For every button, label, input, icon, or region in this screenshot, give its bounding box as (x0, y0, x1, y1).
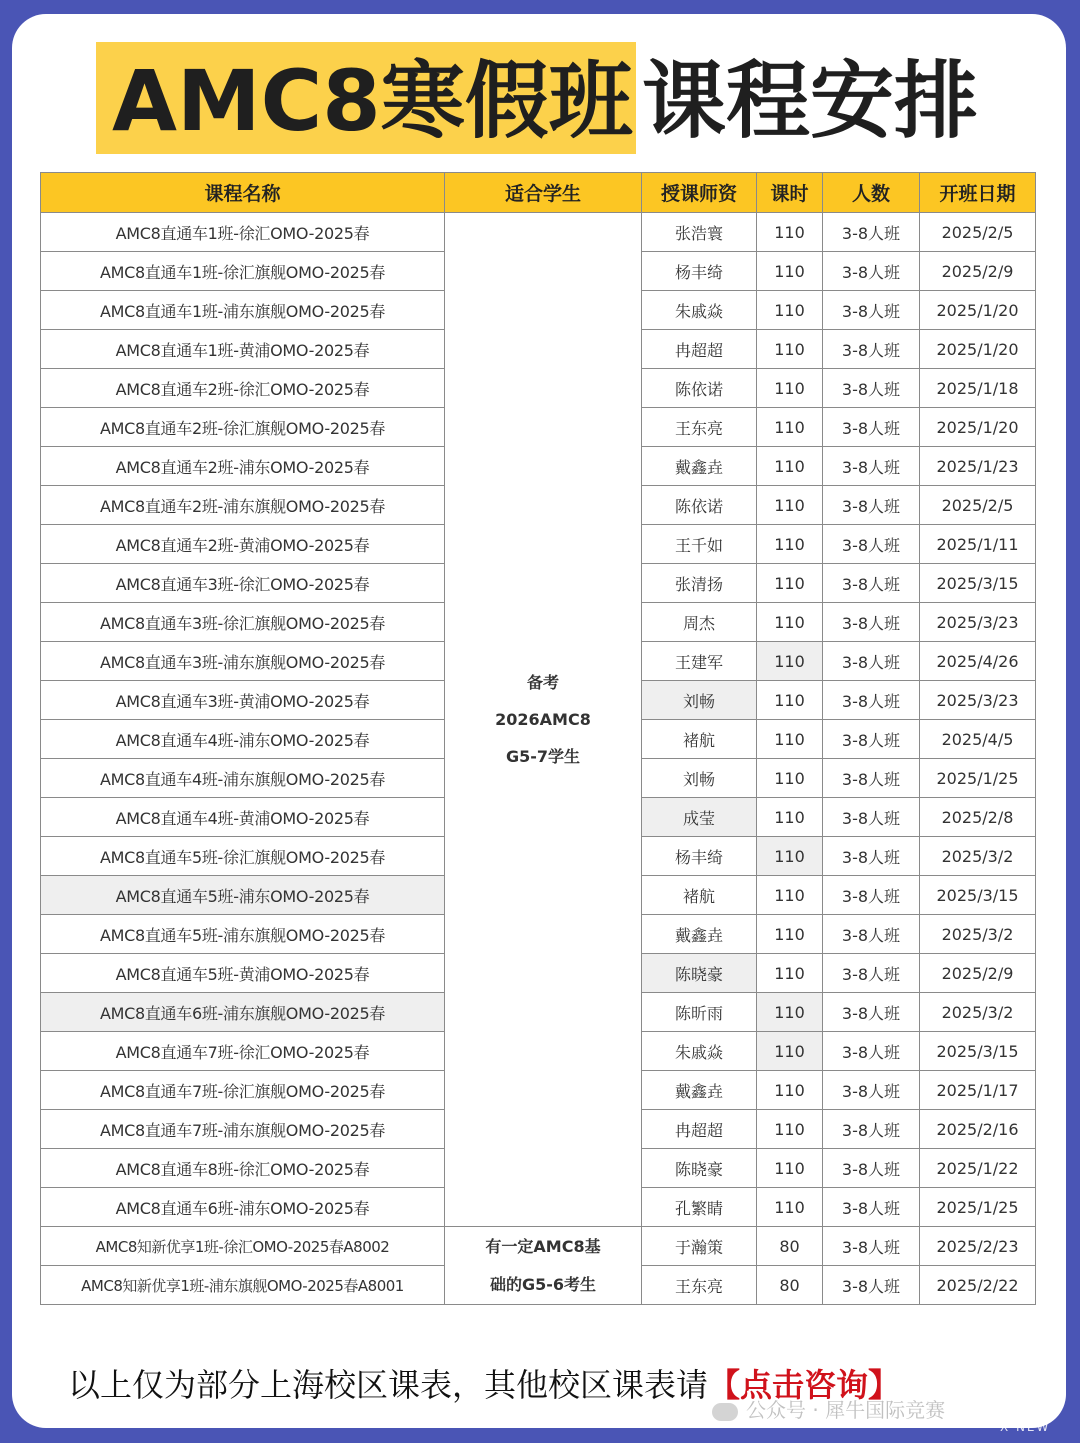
teacher-cell: 杨丰绮 (642, 252, 757, 291)
course-name-cell: AMC8直通车2班-黄浦OMO-2025春 (41, 525, 445, 564)
course-name-cell: AMC8直通车7班-浦东旗舰OMO-2025春 (41, 1110, 445, 1149)
hours-cell: 110 (757, 642, 823, 681)
class-size-cell: 3-8人班 (823, 954, 920, 993)
course-schedule-table (40, 172, 1036, 1305)
hours-cell: 110 (757, 603, 823, 642)
class-size-cell: 3-8人班 (823, 993, 920, 1032)
class-size-cell: 3-8人班 (823, 408, 920, 447)
hours-cell: 110 (757, 1188, 823, 1227)
teacher-cell: 王建军 (642, 642, 757, 681)
course-name-cell: AMC8直通车2班-浦东旗舰OMO-2025春 (41, 486, 445, 525)
class-size-cell: 3-8人班 (823, 720, 920, 759)
course-name-cell: AMC8直通车1班-黄浦OMO-2025春 (41, 330, 445, 369)
header-teacher: 授课师资 (642, 173, 757, 213)
hours-cell: 110 (757, 1032, 823, 1071)
teacher-cell: 刘畅 (642, 759, 757, 798)
class-size-cell: 3-8人班 (823, 915, 920, 954)
target-students-line: 2026AMC8 (495, 710, 591, 729)
table-row (41, 1227, 1036, 1266)
teacher-cell: 陈晓豪 (642, 954, 757, 993)
course-name-cell: AMC8知新优享1班-徐汇OMO-2025春A8002 (41, 1227, 445, 1266)
course-name-cell: AMC8直通车4班-浦东旗舰OMO-2025春 (41, 759, 445, 798)
hours-cell: 110 (757, 408, 823, 447)
teacher-cell: 刘畅 (642, 681, 757, 720)
teacher-cell: 成莹 (642, 798, 757, 837)
teacher-cell: 孔繁睛 (642, 1188, 757, 1227)
class-size-cell: 3-8人班 (823, 447, 920, 486)
start-date-cell: 2025/1/17 (920, 1071, 1036, 1110)
course-name-cell: AMC8直通车5班-浦东旗舰OMO-2025春 (41, 915, 445, 954)
start-date-cell: 2025/2/8 (920, 798, 1036, 837)
course-name-cell: AMC8直通车5班-黄浦OMO-2025春 (41, 954, 445, 993)
teacher-cell: 王千如 (642, 525, 757, 564)
class-size-cell: 3-8人班 (823, 486, 920, 525)
class-size-cell: 3-8人班 (823, 603, 920, 642)
class-size-cell: 3-8人班 (823, 1227, 920, 1266)
target-students-line: 备考 (526, 673, 559, 692)
start-date-cell: 2025/1/20 (920, 408, 1036, 447)
course-name-cell: AMC8直通车3班-黄浦OMO-2025春 (41, 681, 445, 720)
start-date-cell: 2025/3/15 (920, 1032, 1036, 1071)
start-date-cell: 2025/1/11 (920, 525, 1036, 564)
class-size-cell: 3-8人班 (823, 1071, 920, 1110)
hours-cell: 110 (757, 1149, 823, 1188)
hours-cell: 110 (757, 720, 823, 759)
class-size-cell: 3-8人班 (823, 681, 920, 720)
teacher-cell: 张浩寰 (642, 213, 757, 252)
teacher-cell: 王东亮 (642, 1266, 757, 1305)
course-name-cell: AMC8直通车2班-浦东OMO-2025春 (41, 447, 445, 486)
start-date-cell: 2025/4/26 (920, 642, 1036, 681)
course-name-cell: AMC8直通车7班-徐汇旗舰OMO-2025春 (41, 1071, 445, 1110)
teacher-cell: 戴鑫垚 (642, 1071, 757, 1110)
start-date-cell: 2025/1/25 (920, 1188, 1036, 1227)
teacher-cell: 冉超超 (642, 1110, 757, 1149)
start-date-cell: 2025/4/5 (920, 720, 1036, 759)
course-name-cell: AMC8直通车1班-徐汇旗舰OMO-2025春 (41, 252, 445, 291)
class-size-cell: 3-8人班 (823, 1266, 920, 1305)
watermark-corner: X-NEW (1000, 1420, 1051, 1434)
title-rest-text: 课程安排 (642, 52, 979, 150)
class-size-cell: 3-8人班 (823, 798, 920, 837)
class-size-cell: 3-8人班 (823, 1032, 920, 1071)
teacher-cell: 陈晓豪 (642, 1149, 757, 1188)
class-size-cell: 3-8人班 (823, 1188, 920, 1227)
start-date-cell: 2025/3/15 (920, 876, 1036, 915)
course-name-cell: AMC8直通车2班-徐汇旗舰OMO-2025春 (41, 408, 445, 447)
hours-cell: 110 (757, 213, 823, 252)
teacher-cell: 戴鑫垚 (642, 447, 757, 486)
hours-cell: 110 (757, 1071, 823, 1110)
wechat-icon (712, 1403, 738, 1421)
start-date-cell: 2025/2/22 (920, 1266, 1036, 1305)
hours-cell: 110 (757, 837, 823, 876)
hours-cell: 110 (757, 486, 823, 525)
target-students-line: G5-7学生 (505, 747, 581, 766)
teacher-cell: 戴鑫垚 (642, 915, 757, 954)
hours-cell: 110 (757, 330, 823, 369)
start-date-cell: 2025/1/18 (920, 369, 1036, 408)
start-date-cell: 2025/3/2 (920, 993, 1036, 1032)
hours-cell: 110 (757, 447, 823, 486)
class-size-cell: 3-8人班 (823, 642, 920, 681)
teacher-cell: 张清扬 (642, 564, 757, 603)
class-size-cell: 3-8人班 (823, 564, 920, 603)
teacher-cell: 朱戚焱 (642, 291, 757, 330)
hours-cell: 110 (757, 759, 823, 798)
teacher-cell: 陈昕雨 (642, 993, 757, 1032)
hours-cell: 110 (757, 954, 823, 993)
hours-cell: 110 (757, 681, 823, 720)
hours-cell: 110 (757, 1110, 823, 1149)
hours-cell: 110 (757, 915, 823, 954)
table-header-row (41, 173, 1036, 213)
course-name-cell: AMC8直通车2班-徐汇OMO-2025春 (41, 369, 445, 408)
teacher-cell: 杨丰绮 (642, 837, 757, 876)
start-date-cell: 2025/3/2 (920, 915, 1036, 954)
teacher-cell: 陈依诺 (642, 369, 757, 408)
target-students-line: 础的G5-6考生 (489, 1274, 597, 1294)
hours-cell: 110 (757, 291, 823, 330)
teacher-cell: 朱戚焱 (642, 1032, 757, 1071)
course-name-cell: AMC8直通车8班-徐汇OMO-2025春 (41, 1149, 445, 1188)
start-date-cell: 2025/2/5 (920, 213, 1036, 252)
footer-text: 以上仅为部分上海校区课表，其他校区课表请 (68, 1366, 709, 1404)
header-hours: 课时 (757, 173, 823, 213)
target-students-group-2 (445, 1227, 642, 1305)
title-highlight-text: AMC8寒假班 (112, 52, 633, 150)
start-date-cell: 2025/3/2 (920, 837, 1036, 876)
class-size-cell: 3-8人班 (823, 837, 920, 876)
course-name-cell: AMC8直通车1班-浦东旗舰OMO-2025春 (41, 291, 445, 330)
start-date-cell: 2025/1/23 (920, 447, 1036, 486)
start-date-cell: 2025/2/9 (920, 252, 1036, 291)
start-date-cell: 2025/2/23 (920, 1227, 1036, 1266)
consult-link[interactable]: 【点击咨询】 (708, 1366, 901, 1404)
course-name-cell: AMC8直通车6班-浦东旗舰OMO-2025春 (41, 993, 445, 1032)
start-date-cell: 2025/3/23 (920, 681, 1036, 720)
start-date-cell: 2025/2/5 (920, 486, 1036, 525)
course-name-cell: AMC8直通车5班-浦东OMO-2025春 (41, 876, 445, 915)
hours-cell: 110 (757, 876, 823, 915)
course-name-cell: AMC8直通车1班-徐汇OMO-2025春 (41, 213, 445, 252)
course-name-cell: AMC8直通车3班-浦东旗舰OMO-2025春 (41, 642, 445, 681)
hours-cell: 110 (757, 993, 823, 1032)
course-name-cell: AMC8直通车3班-徐汇OMO-2025春 (41, 564, 445, 603)
start-date-cell: 2025/3/15 (920, 564, 1036, 603)
start-date-cell: 2025/1/20 (920, 330, 1036, 369)
class-size-cell: 3-8人班 (823, 330, 920, 369)
hours-cell: 110 (757, 525, 823, 564)
header-start-date: 开班日期 (920, 173, 1036, 213)
header-target-students: 适合学生 (445, 173, 642, 213)
teacher-cell: 于瀚策 (642, 1227, 757, 1266)
hours-cell: 80 (757, 1266, 823, 1305)
teacher-cell: 褚航 (642, 876, 757, 915)
start-date-cell: 2025/1/20 (920, 291, 1036, 330)
schedule-card (12, 14, 1066, 1428)
class-size-cell: 3-8人班 (823, 1110, 920, 1149)
class-size-cell: 3-8人班 (823, 213, 920, 252)
start-date-cell: 2025/1/25 (920, 759, 1036, 798)
teacher-cell: 王东亮 (642, 408, 757, 447)
start-date-cell: 2025/2/16 (920, 1110, 1036, 1149)
teacher-cell: 周杰 (642, 603, 757, 642)
teacher-cell: 陈依诺 (642, 486, 757, 525)
hours-cell: 80 (757, 1227, 823, 1266)
hours-cell: 110 (757, 564, 823, 603)
course-name-cell: AMC8直通车6班-浦东OMO-2025春 (41, 1188, 445, 1227)
target-students-line: 有一定AMC8基 (485, 1236, 601, 1256)
course-name-cell: AMC8直通车4班-浦东OMO-2025春 (41, 720, 445, 759)
hours-cell: 110 (757, 798, 823, 837)
class-size-cell: 3-8人班 (823, 876, 920, 915)
class-size-cell: 3-8人班 (823, 1149, 920, 1188)
course-name-cell: AMC8知新优享1班-浦东旗舰OMO-2025春A8001 (41, 1266, 445, 1305)
watermark-text: 公众号 · 犀牛国际竞赛 (746, 1398, 946, 1422)
class-size-cell: 3-8人班 (823, 252, 920, 291)
course-name-cell: AMC8直通车4班-黄浦OMO-2025春 (41, 798, 445, 837)
teacher-cell: 褚航 (642, 720, 757, 759)
class-size-cell: 3-8人班 (823, 291, 920, 330)
class-size-cell: 3-8人班 (823, 369, 920, 408)
hours-cell: 110 (757, 369, 823, 408)
start-date-cell: 2025/2/9 (920, 954, 1036, 993)
target-students-group-1 (445, 213, 642, 1227)
header-course-name: 课程名称 (41, 173, 445, 213)
course-name-cell: AMC8直通车7班-徐汇OMO-2025春 (41, 1032, 445, 1071)
header-class-size: 人数 (823, 173, 920, 213)
hours-cell: 110 (757, 252, 823, 291)
course-name-cell: AMC8直通车3班-徐汇旗舰OMO-2025春 (41, 603, 445, 642)
class-size-cell: 3-8人班 (823, 759, 920, 798)
course-name-cell: AMC8直通车5班-徐汇旗舰OMO-2025春 (41, 837, 445, 876)
start-date-cell: 2025/1/22 (920, 1149, 1036, 1188)
page-title (12, 40, 1066, 160)
class-size-cell: 3-8人班 (823, 525, 920, 564)
teacher-cell: 冉超超 (642, 330, 757, 369)
table-row (41, 213, 1036, 252)
start-date-cell: 2025/3/23 (920, 603, 1036, 642)
